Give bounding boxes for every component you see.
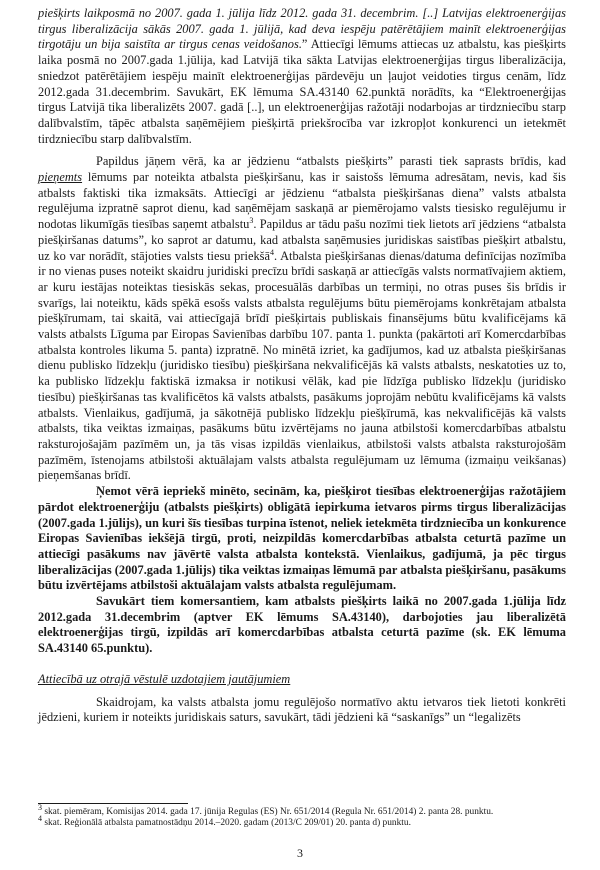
- footnote-number: 3: [38, 802, 42, 812]
- footnote-3: [38, 802, 566, 818]
- footnote-4: [38, 814, 566, 829]
- paragraph-1-text: ” Attiecīgi lēmums attiecas uz atbalstu, kas piešķirts laika posmā no 2007.gada 1.jūlija, kad Latvijā tika sākta Latvijas elektroenerģijas tirgus liberalizācija, sniedzot patērētājiem iespēju mainīt elektroenerģijas pārdevēju un ļaujot veidoties tirgus cenām, līdz 2012.gada 31.decembrim. Savukārt, EK lēmuma SA.43140 62.punktā norādīts, ka “Elektroenerģijas tirgus Latvijā tika liberalizēts 2007. gadā [..], un elektroenerģijas ražotāji nodarbojas ar tirdzniecību starp dalībvalstīm, tāpēc atbalsta saņēmējiem piešķirtā priekšrocība var izkropļot konkurenci un ietekmēt tirdzniecību starp dalībvalstīm.: [38, 37, 566, 146]
- page-number: 3: [297, 846, 303, 860]
- footnotes: [38, 802, 494, 830]
- paragraph-2-text-c: . Papildus ar tādu pašu nozīmi tiek lietots arī jēdziens “atbalsta piešķiršanas datums”, ko saprot ar datumu, kad atbalsta saņēmusies juridiskas saistības piešķirt atbalstu, uz ko var norādīt, stājoties valsts tiesu priekšā: [38, 217, 566, 263]
- paragraph-1: [38, 6, 566, 147]
- second-conclusion-paragraph: [38, 594, 566, 657]
- paragraph-2-text-d: . Atbalsta piešķiršanas dienas/datuma definīcijas nozīmība ir no vienas puses noteikt skaidru juridiski precīzu brīdi saskaņā ar attiecīgās valsts normatīvajiem aktiem, ar kuru iestājas noteiktas tiesiskās sekas, procesuālās darbības un termiņi, no otras puses šis brīdis ir svarīgs, lai noteiktu, kāds spēkā esošs valsts atbalsta regulējums būtu piemērojams konkrētajam atbalsta piešķīrumam, tai skaitā, vai attiecīgajā brīdī piešķirtais publiskais finansējums būtu kvalificējams kā valsts atbalsts Līguma par Eiropas Savienības darbību 107. panta 1. punkta (pakārtoti arī Komercdarbības atbalsta kontroles likuma 5. panta) izpratnē. No minētā izriet, ka gadījumos, kad uz atbalsta piešķiršanas dienu publisko līdzekļu (juridisko tiesību) piešķiršana nekvalificējās kā valsts atbalsts, neskatoties uz to, ka publisko līdzekļu faktiskā izmaksa ir notikusi vēlāk, kad pie līdzīga publisko līdzekļu (juridisko tiesību) piešķiršanas tas kvalificētos kā valsts atbalsts, pasākums joprojām nebūtu kvalificējams kā valsts atbalsts. Vienlaikus, gadījumā, ja sākotnējā publisko līdzekļu piešķīrumā, kas nekvalificējās kā valsts atbalsts, tika veiktas izmaiņas, pasākums būtu izvērtējams no jauna atbilstoši komercdarbības atbalstu raksturojošajām pazīmēm un, ja tās visas izpildās vienlaikus, atbilstoši valsts atbalsta raksturojošām pazīmēm, īstenojams atbilstoši aktuālajam valsts atbalsta regulējumam uz lēmuma (izmaiņu veikšanas) pieņemšanas brīdī.: [38, 248, 566, 483]
- paragraph-2: [38, 154, 566, 484]
- footnote-ref-3[interactable]: 3: [249, 216, 254, 226]
- paragraph-2-text-b: lēmums par noteikta atbalsta piešķiršanu, kas ir saistošs lēmuma adresātam, nevis, kad šis atbalsts faktiski tika izmaksāts. Attiecīgi ar jēdzienu “atbalsta piešķiršanas diena” valsts atbalsta regulējuma izpratnē saprot dienu, kad saņēmējam saskaņā ar piemērojamo valsts tiesisko regulējumu ir nodotas likumīgās tiesības saņemt atbalstu: [38, 170, 566, 232]
- paragraph-2-text-a: Papildus jāņem vērā, ka ar jēdzienu “atbalsts piešķirts” parasti tiek saprasts brīdis, kad: [96, 154, 566, 169]
- footnote-number: 4: [38, 814, 42, 824]
- quoted-text: piešķirts laikposmā no 2007. gada 1. jūlija līdz 2012. gada 31. decembrim. [..] Latvijas elektroenerģijas tirgus liberalizācija sākās 2007. gada 1. jūlijā, kad deva iespēju patērētājiem mainīt elektroenerģijas tirgotāju un bija saistīta ar tirgus cenas veidošanos.: [38, 6, 566, 52]
- conclusion-text: Ņemot vērā iepriekš minēto, secinām, ka, piešķirot tiesības elektroenerģijas ražotājiem pārdot elektroenerģiju (atbalsts piešķirts) obligātā iepirkuma ietvaros pirms tirgus liberalizācijas (2007.gada 1.jūlijs), un kuri šīs tiesības turpina īstenot, neliek ietekmēta tirdzniecība un konkurence Eiropas Savienības iekšējā tirgū, proti, neizpildās komercdarbības atbalsta ceturtā pazīme un attiecīgi pasākums nav jāvērtē valsta atbalsta kontekstā. Vienlaikus, gadījumā, ja pēc tirgus liberalizācijas (2007.gada 1.jūlijs) tika veiktas izmaiņas lēmumā par atbalsta piešķiršanu, pasākums būtu izvērtējams atbilstoši aktuālajam valsts atbalsta regulējumam.: [38, 484, 566, 593]
- footnote-text: skat. Reģionālā atbalsta pamatnostādņu 2014.–2020. gadam (2013/C 209/01) 20. panta d) punktu.: [42, 818, 411, 829]
- section-heading: Attiecībā uz otrajā vēstulē uzdotajiem jautājumiem: [38, 671, 291, 686]
- footnote-ref-4[interactable]: 4: [269, 247, 274, 257]
- conclusion-paragraph: [38, 484, 566, 594]
- paragraph-5: Skaidrojam, ka valsts atbalsta jomu regulējošo normatīvo aktu ietvaros tiek lietoti konkrēti jēdzieni, kuriem ir noteikts juridiskais saturs, savukārt, tādi jēdzieni kā “saskanīgs” un “legalizēts: [38, 694, 566, 725]
- footnote-text: skat. piemēram, Komisijas 2014. gada 17. jūnija Regulas (ES) Nr. 651/2014 (Regula Nr. 651/2014) 2. panta 28. punktu.: [42, 807, 494, 817]
- emphasis-pienemts: pieņemts: [38, 170, 83, 185]
- second-conclusion-text: Savukārt tiem komersantiem, kam atbalsts piešķirts laikā no 2007.gada 1.jūlija līdz 2012.gada 31.decembrim (aptver EK lēmums SA.43140), darbojoties jau liberalizētā elektroenerģijas tirgū, izpildās arī komercdarbības atbalsta ceturtā pazīme (sk. EK lēmuma SA.43140 65.punktu).: [38, 594, 566, 656]
